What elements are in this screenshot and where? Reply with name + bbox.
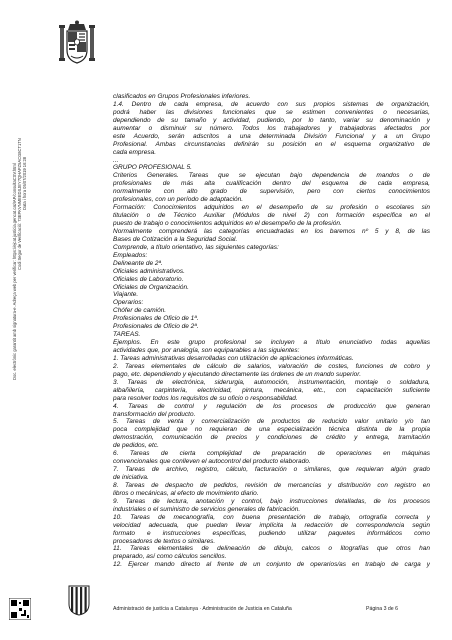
verification-date-text: Data i hora 05/07/2019 16:28 [22, 156, 27, 210]
text-line: 12. Ejercer mando directo al frente de un conjunto de operarios/as en trabajo de carga y [113, 561, 430, 569]
text-line: Oficiales de Organización. [113, 283, 189, 291]
text-line: 9. Tareas de lectura, anotación y control, bajo instrucciones detalladas, de los procesos [113, 497, 430, 505]
text-line: pago, etc. dependiendo y ejecutando directamente las órdenes de un mando superior. [113, 370, 362, 378]
text-line: 4. Tareas de control y regulación de los procesos de producción que generan [113, 402, 430, 410]
text-line: albañilería, carpintería, electricidad, pintura, mecánica, etc., con capacitación suficiente [113, 386, 430, 394]
text-line: normalmente con alto grado de supervisión, pero con ciertos conocimientos [113, 188, 430, 196]
verification-code-text: Codi Segur de Verificació: 73EPKVNMEEDSJEY7QHAPZ5ACG8CT1TN [17, 138, 22, 270]
text-line: 8. Tareas de despacho de pedidos, revisión de mercancías y distribución con registro en [113, 481, 430, 489]
text-line: dependiendo de su tamaño y actividad, pudiendo, por lo tanto, variar su denominación y [113, 116, 430, 124]
text-line: Bases de Cotización a la Seguridad Social. [113, 235, 238, 243]
coat-of-arms-icon [59, 20, 95, 66]
text-line: preparado, así como cálculos sencillos. [113, 553, 227, 561]
verification-sidebar [12, 120, 28, 590]
text-line: Profesionales de Oficio de 2ª. [113, 323, 199, 331]
text-line: cada empresa. [113, 148, 156, 156]
page-number: Página 3 de 6 [366, 606, 399, 612]
text-line: Comprende, a título orientativo, las siguientes categorías: [113, 243, 279, 251]
verification-url-text: Doc. electrònic garantit amb signatura-e. Adreça web per verificar: https://ejcat.justicia.gencat.cat/IAP/consultaCSV.html [12, 163, 17, 380]
text-line: 5. Tareas de venta y comercialización de productos de reducido valor unitario y/o tan [113, 418, 430, 426]
text-line: Normalmente comprenderá las categorías encuadradas en los baremos nº 5 y 8, de las [113, 227, 430, 235]
text-line: Criterios Generales. Tareas que se ejecutan bajo dependencia de mandos o de [113, 172, 430, 180]
text-line: 3. Tareas de electrónica, siderurgia, automoción, instrumentación, montaje o soldadura, [113, 378, 430, 386]
text-line: Formación: Conocimientos adquiridos en el desempeño de su profesión o escolares sin [113, 204, 430, 212]
text-line: GRUPO PROFESIONAL 5. [113, 164, 192, 172]
text-line: este Acuerdo, serán adscritos a una determinada División Funcional y a un Grupo [113, 132, 430, 140]
text-line: 1.4. Dentro de cada empresa, de acuerdo con sus propios sistemas de organización, [113, 100, 430, 108]
text-line: clasificados en Grupos Profesionales inferiores. [113, 93, 251, 100]
generalitat-logo-icon [68, 584, 90, 616]
qr-code-icon [9, 598, 31, 620]
text-line: 10. Tareas de mecanografía, con buena presentación de trabajo, ortografía correcta y [113, 513, 430, 521]
text-line: poca complejidad que no requieran de una especialización técnica distinta de la propia [113, 426, 430, 434]
text-line: convencionales que conlleven el autocontrol del producto elaborado. [113, 458, 311, 466]
text-line: puesto de trabajo o conocimientos adquiridos en el desempeño de la profesión. [113, 220, 342, 227]
text-line: TAREAS. [113, 331, 141, 339]
text-line: Profesionales de Oficio de 1ª. [113, 315, 199, 323]
text-line: 7. Tareas de archivo, registro, cálculo, facturación o similares, que requieran algún grado [113, 466, 430, 474]
text-line: transformación del producto. [113, 410, 196, 418]
text-line: profesionales de más alta cualificación dentro del esquema de cada empresa, [113, 180, 430, 188]
text-line: Profesional. Ambas circunstancias definirán su posición en el esquema organizativo de [113, 140, 430, 148]
text-line: industriales o el suministro de servicios generales de fabricación. [113, 505, 301, 513]
document-body [113, 93, 430, 569]
text-line: 2. Tareas elementales de cálculo de salarios, valoración de costes, funciones de cobro y [113, 362, 430, 370]
text-line: para resolver todos los requisitos de su oficio o responsabilidad. [113, 394, 298, 402]
text-line: Oficiales administrativos. [113, 267, 185, 275]
text-line: 11. Tareas elementales de delineación de dibujo, calcos o litografías que otros han [113, 545, 430, 553]
text-line: Viajante. [113, 291, 139, 299]
text-line: Operarios: [113, 299, 144, 307]
text-line: Delineante de 2ª. [113, 259, 163, 267]
text-line: profesionales, con un período de adaptación. [113, 196, 244, 204]
text-line: aumentar o disminuir su número. Todos los trabajadores y trabajadoras afectados por [113, 124, 430, 132]
text-line: podrá haber las divisiones funcionales que se estimen convenientes o necesarias, [113, 108, 430, 116]
text-line: procesadores de textos o similares. [113, 537, 216, 545]
text-line: Ejemplos. En este grupo profesional se incluyen a título enunciativo todas aquellas [113, 339, 430, 347]
text-line: Chófer de camión. [113, 307, 167, 315]
text-line: ... [113, 156, 119, 164]
text-line: 1. Tareas administrativas desarrolladas con utilización de aplicaciones informáticas. [113, 354, 354, 362]
text-line: demostración, comunicación de precios y condiciones de crédito y entrega, tramitación [113, 434, 430, 442]
text-line: Oficiales de Laboratorio. [113, 275, 184, 283]
footer-institution: Administració de justícia a Catalunya · Administración de Justicia en Cataluña [113, 606, 292, 612]
text-line: actividades que, por analogía, son equiparables a las siguientes: [113, 347, 300, 354]
text-line: de iniciativa. [113, 474, 149, 481]
text-line: 6. Tareas de cierta complejidad de preparación de operaciones en máquinas [113, 450, 430, 458]
text-line: titulación o de Técnico Auxiliar (Módulos de nivel 2) con formación específica en el [113, 212, 430, 220]
text-line: Empleados: [113, 251, 148, 259]
text-line: de pedidos, etc. [113, 442, 159, 450]
text-line: velocidad adecuada, que puedan llevar implícita la redacción de correspondencia según [113, 521, 430, 529]
text-line: formato e instrucciones específicas, pudiendo utilizar paquetes informáticos como [113, 529, 430, 537]
text-line: libros o mecánicas, al efecto de movimiento diario. [113, 489, 259, 497]
